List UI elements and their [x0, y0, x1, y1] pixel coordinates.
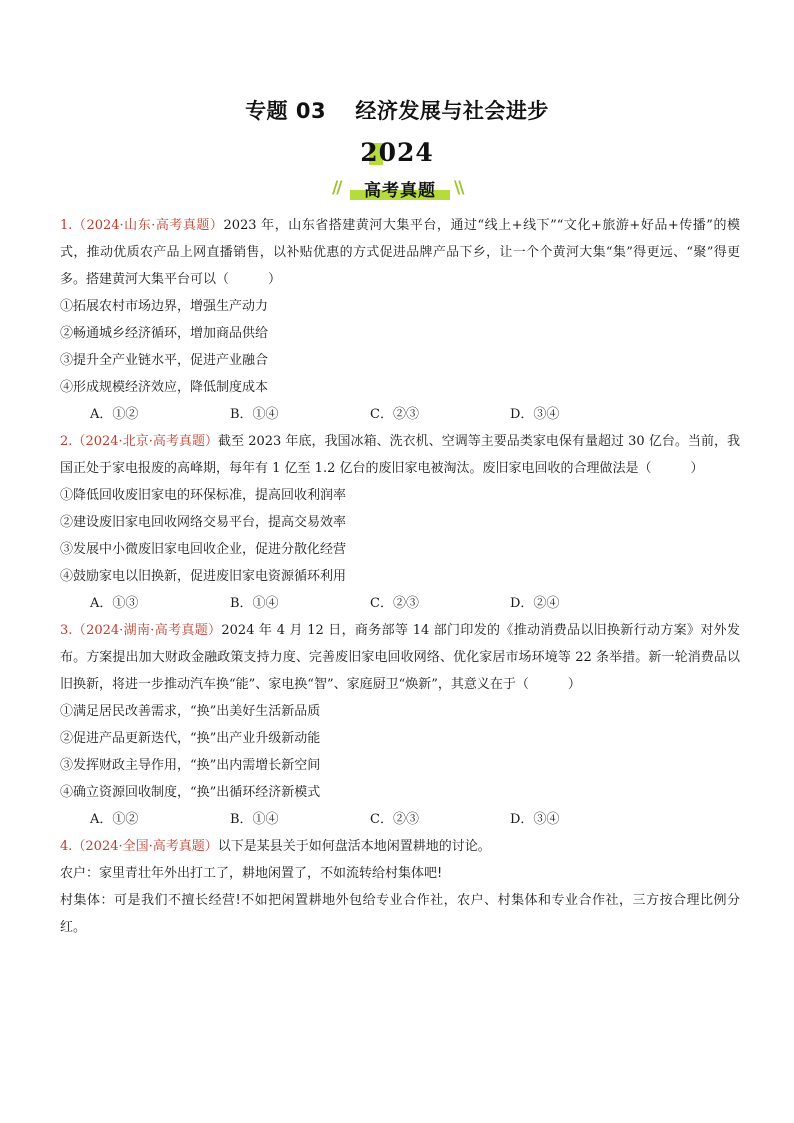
question-number: 3. [60, 623, 73, 638]
statement-option: ②畅通城乡经济循环，增加商品供给 [60, 326, 269, 341]
question-list [60, 212, 740, 941]
choice-a[interactable]: A．①② [90, 812, 139, 827]
statement-option: ④鼓励家电以旧换新，促进废旧家电资源循环利用 [60, 569, 347, 584]
question-text: 截至 2023 年底，我国冰箱、洗衣机、空调等主要品类家电保有量超过 30 亿台。当前，我国正处于家电报废的高峰期，每年有 1 亿至 1.2 亿台的废旧家电被淘汰。废旧家电回收的合理做法是（ ） [60, 434, 740, 476]
statement-option: ①降低回收废旧家电的环保标准，提高回收利润率 [60, 488, 347, 503]
choice-c[interactable]: C．②③ [370, 596, 419, 611]
question-stem [60, 833, 740, 860]
question-3 [60, 617, 740, 833]
dialog-line-village-collective: 村集体：可是我们不擅长经营!不如把闲置耕地外包给专业合作社，农户、村集体和专业合作社，三方按合理比例分红。 [60, 893, 740, 935]
choice-b[interactable]: B．①④ [230, 596, 279, 611]
answer-choices [60, 590, 740, 617]
question-stem [60, 617, 740, 698]
question-2 [60, 428, 740, 617]
question-source: （2024·北京·高考真题） [72, 434, 218, 449]
statement-option: ④形成规模经济效应，降低制度成本 [60, 380, 269, 395]
answer-choices [60, 401, 740, 428]
answer-choices [60, 806, 740, 833]
statement-option: ③提升全产业链水平，促进产业融合 [60, 353, 269, 368]
statement-option: ④确立资源回收制度，“换”出循环经济新模式 [60, 785, 321, 800]
question-source: （2024·全国·高考真题） [72, 839, 218, 854]
page-title: 专题 03 经济发展与社会进步 [245, 99, 549, 123]
statement-option: ③发展中小微废旧家电回收企业，促进分散化经营 [60, 542, 347, 557]
badge-right-slash-icon: \\ [454, 178, 463, 198]
badge-label: 高考真题 [364, 181, 436, 201]
question-number: 1. [60, 218, 73, 233]
year-heading: 2024 [360, 138, 434, 167]
choice-d[interactable]: D．②④ [510, 596, 560, 611]
choice-b[interactable]: B．①④ [230, 407, 279, 422]
statement-option: ②建设废旧家电回收网络交易平台，提高交易效率 [60, 515, 347, 530]
question-source: （2024·山东·高考真题） [72, 218, 224, 233]
question-1 [60, 212, 740, 428]
choice-a[interactable]: A．①② [90, 407, 139, 422]
question-text: 2023 年，山东省搭建黄河大集平台，通过“线上+线下”“文化+旅游+好品+传播”的模式，推动优质农产品上网直播销售，以补贴优惠的方式促进品牌产品下乡，让一个个黄河大集“集”得更远、“聚”得更多。搭建黄河大集平台可以（ ） [60, 218, 740, 287]
question-text: 2024 年 4 月 12 日，商务部等 14 部门印发的《推动消费品以旧换新行动方案》对外发布。方案提出加大财政金融政策支持力度、完善废旧家电回收网络、优化家居市场环境等 22 条举措。新一轮消费品以旧换新，将进一步推动汽车换“能”、家电换“智”、家庭厨卫“焕新”，其意义在于（ ） [60, 623, 740, 692]
question-text: 以下是某县关于如何盘活本地闲置耕地的讨论。 [217, 839, 491, 854]
question-stem [60, 428, 740, 482]
question-number: 4. [60, 839, 73, 854]
statement-option: ①满足居民改善需求，“换”出美好生活新品质 [60, 704, 321, 719]
dialog-line-farmer: 农户：家里青壮年外出打工了，耕地闲置了，不如流转给村集体吧! [60, 866, 443, 881]
question-number: 2. [60, 434, 73, 449]
choice-d[interactable]: D．③④ [510, 407, 560, 422]
choice-d[interactable]: D．③④ [510, 812, 560, 827]
question-stem [60, 212, 740, 293]
choice-a[interactable]: A．①③ [90, 596, 139, 611]
choice-b[interactable]: B．①④ [230, 812, 279, 827]
choice-c[interactable]: C．②③ [370, 812, 419, 827]
section-badge [332, 176, 468, 202]
badge-left-slash-icon: // [332, 178, 341, 198]
statement-option: ①拓展农村市场边界，增强生产动力 [60, 299, 269, 314]
statement-option: ②促进产品更新迭代，“换”出产业升级新动能 [60, 731, 321, 746]
question-4 [60, 833, 740, 941]
choice-c[interactable]: C．②③ [370, 407, 419, 422]
statement-option: ③发挥财政主导作用，“换”出内需增长新空间 [60, 758, 321, 773]
question-source: （2024·湖南·高考真题） [72, 623, 222, 638]
